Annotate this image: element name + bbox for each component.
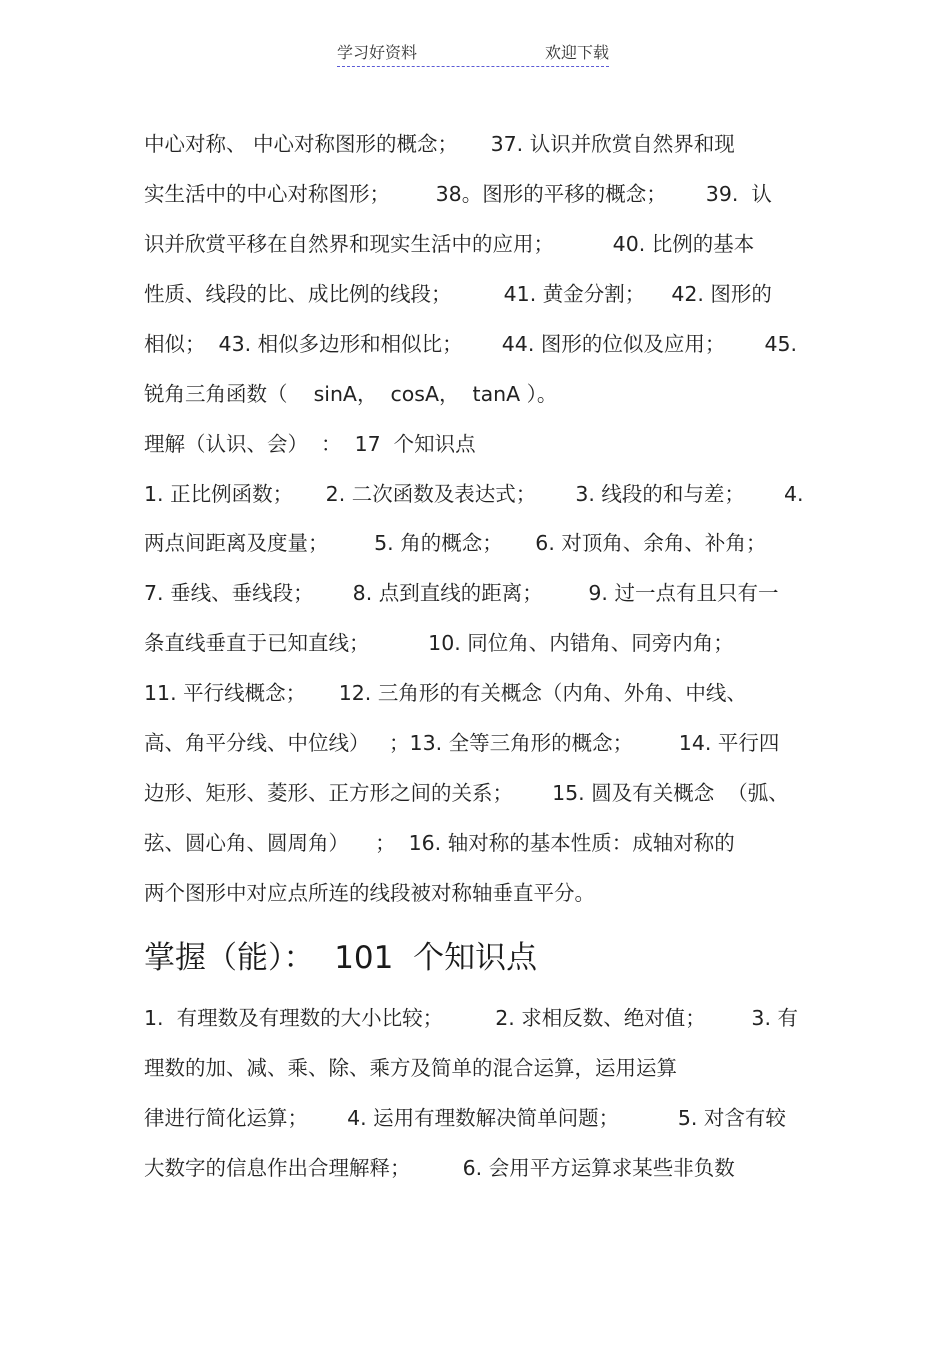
text-line: 边形、矩形、菱形、正方形之间的关系； 15. 圆及有关概念 （弧、: [144, 781, 789, 805]
text-line: 律进行简化运算； 4. 运用有理数解决简单问题； 5. 对含有较: [144, 1106, 786, 1130]
header-left-text: 学习好资料: [337, 43, 418, 62]
section-title-understand: 理解（认识、会） ： 17 个知识点: [144, 432, 476, 456]
text-line: 两点间距离及度量； 5. 角的概念； 6. 对顶角、余角、补角；: [144, 531, 767, 555]
text-line: 锐角三角函数（ sinA， cosA， tanA ）。: [144, 382, 558, 406]
text-line: 1. 有理数及有理数的大小比较； 2. 求相反数、绝对值； 3. 有: [144, 1006, 798, 1030]
text-line: 11. 平行线概念； 12. 三角形的有关概念（内角、外角、中线、: [144, 681, 747, 705]
text-line: 识并欣赏平移在自然界和现实生活中的应用； 40. 比例的基本: [144, 232, 755, 256]
text-line: 大数字的信息作出合理解释； 6. 会用平方运算求某些非负数: [144, 1156, 735, 1180]
text-line: 弦、圆心角、圆周角） ； 16. 轴对称的基本性质：成轴对称的: [144, 831, 735, 855]
text-line: 两个图形中对应点所连的线段被对称轴垂直平分。: [144, 881, 595, 905]
text-line: 理数的加、减、乘、除、乘方及简单的混合运算，运用运算: [144, 1056, 677, 1080]
text-line: 实生活中的中心对称图形； 38。图形的平移的概念； 39. 认: [144, 182, 772, 206]
text-line: 相似； 43. 相似多边形和相似比； 44. 图形的位似及应用； 45.: [144, 332, 798, 356]
text-line: 高、角平分线、中位线） ；13. 全等三角形的概念； 14. 平行四: [144, 731, 780, 755]
page-header: [337, 42, 609, 67]
header-right-text: 欢迎下载: [544, 43, 609, 62]
text-line: 1. 正比例函数； 2. 二次函数及表达式； 3. 线段的和与差； 4.: [144, 482, 804, 506]
section-title-master: 掌握（能）： 101 个知识点: [144, 940, 538, 976]
text-line: 条直线垂直于已知直线； 10. 同位角、内错角、同旁内角；: [144, 631, 734, 655]
text-line: 中心对称、 中心对称图形的概念； 37. 认识并欣赏自然界和现: [144, 132, 735, 156]
text-line: 性质、线段的比、成比例的线段； 41. 黄金分割； 42. 图形的: [144, 282, 772, 306]
text-line: 7. 垂线、垂线段； 8. 点到直线的距离； 9. 过一点有且只有一: [144, 581, 779, 605]
